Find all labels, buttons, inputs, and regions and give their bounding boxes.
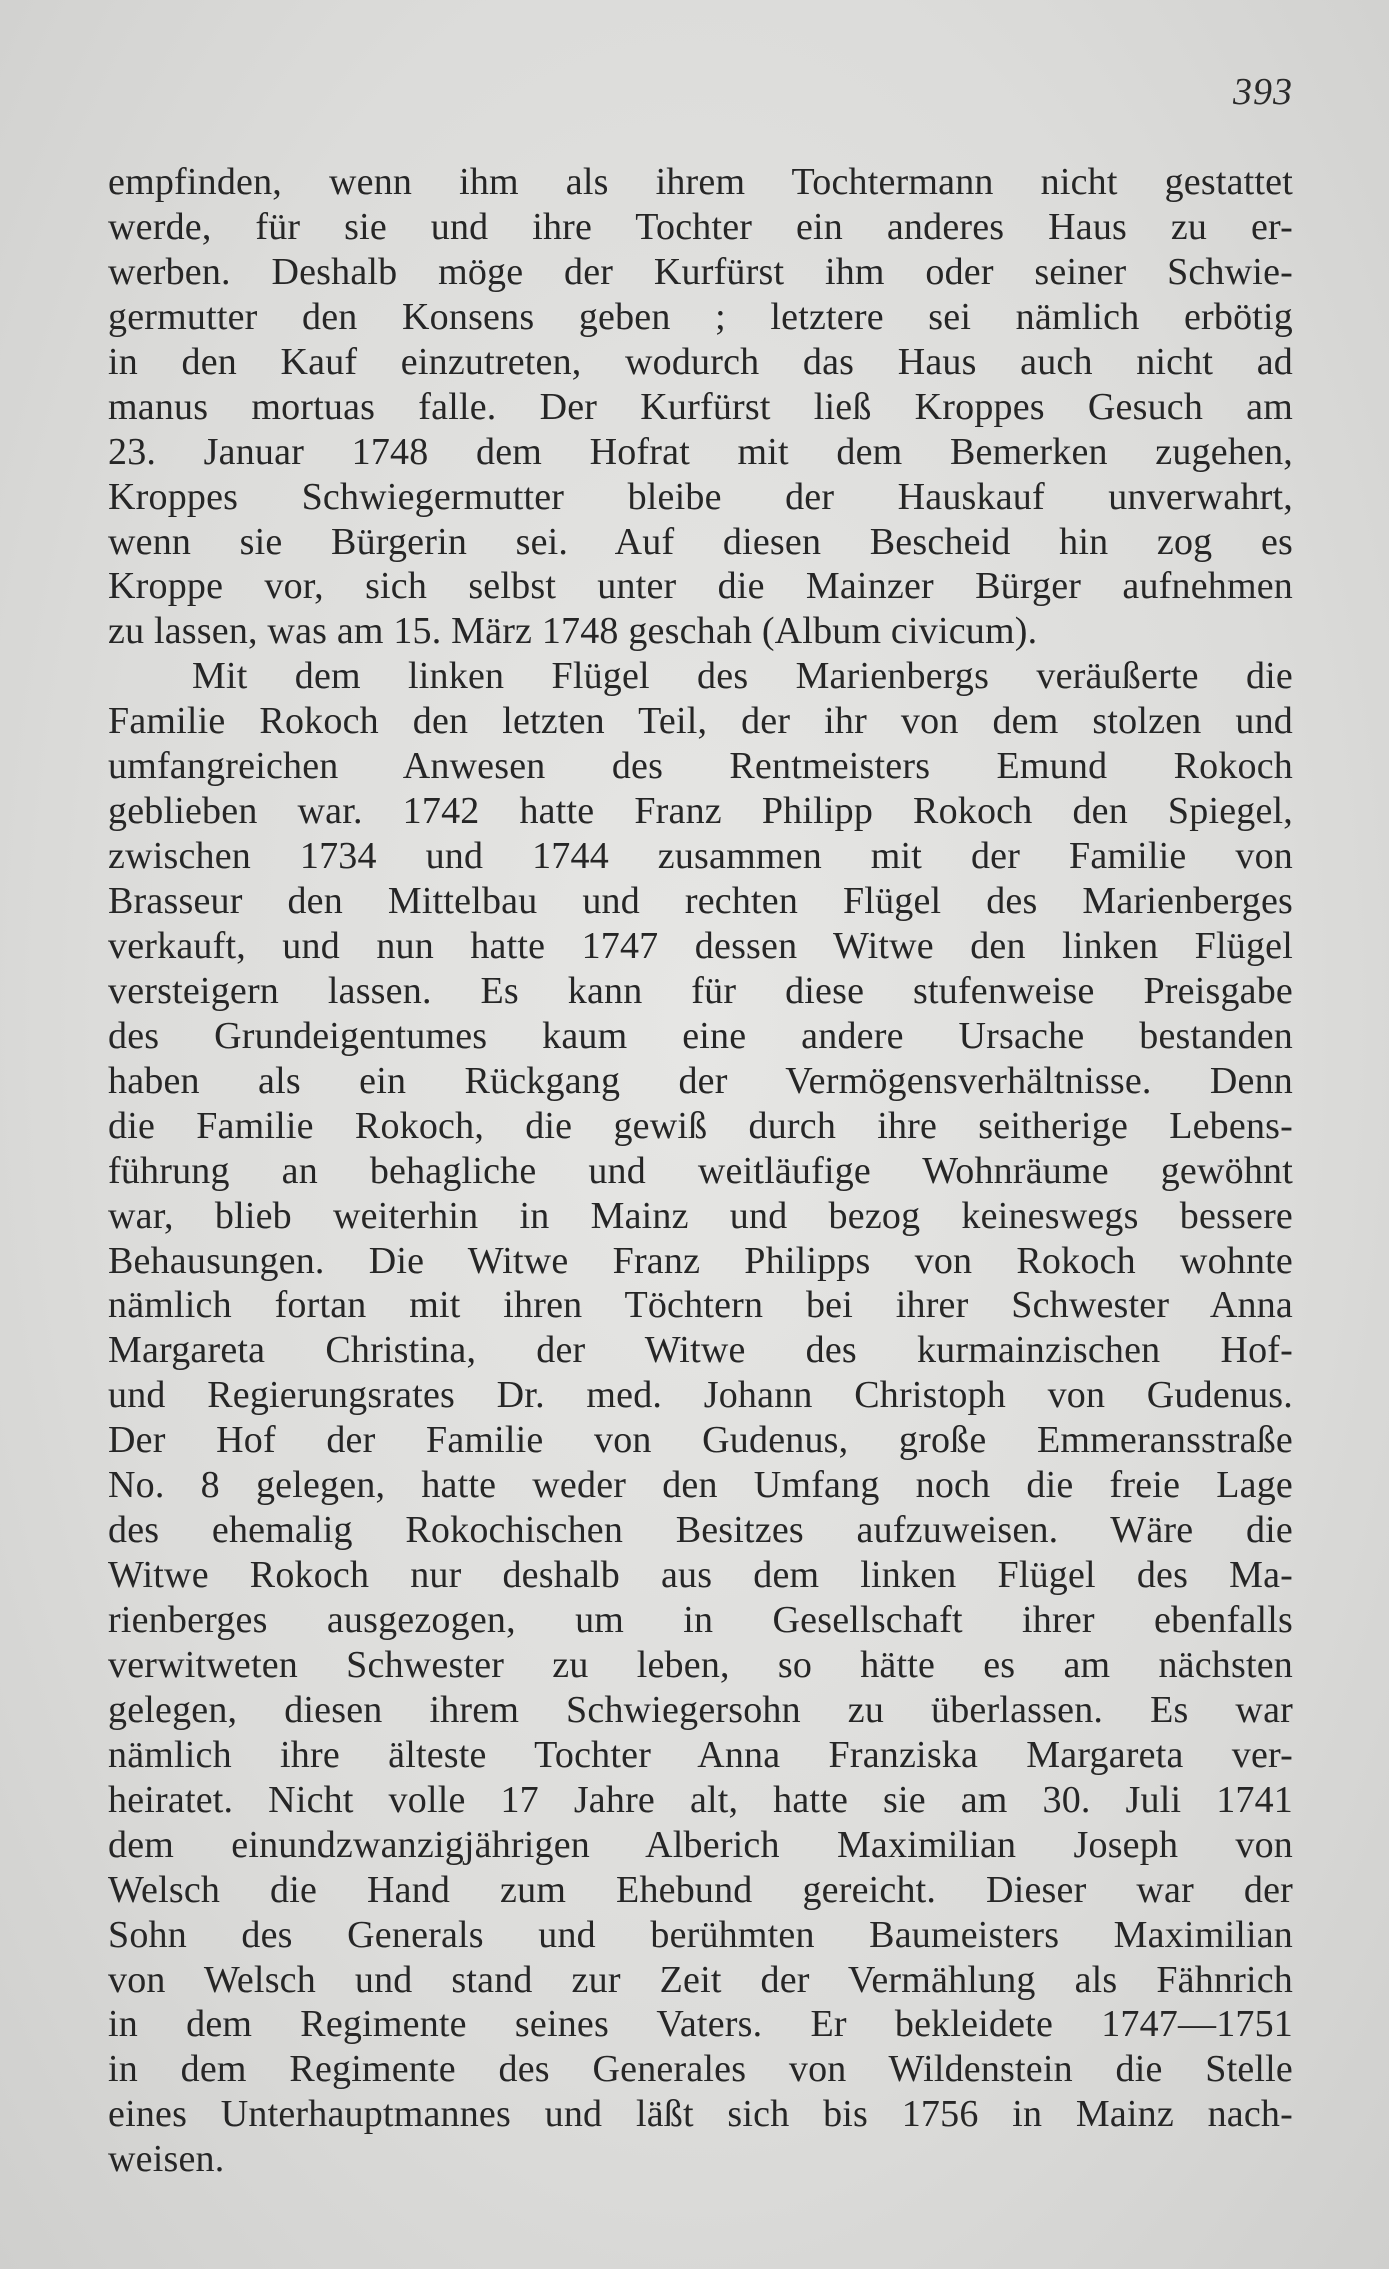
text-line: die Familie Rokoch, die gewiß durch ihre seitherige Lebens- [108,1104,1293,1147]
text-line: 23. Januar 1748 dem Hofrat mit dem Bemerken zugehen, [108,430,1293,473]
text-line: zwischen 1734 und 1744 zusammen mit der Familie von [108,835,1293,878]
text-line: Witwe Rokoch nur deshalb aus dem linken Flügel des Ma- [108,1554,1293,1597]
text-line: haben als ein Rückgang der Vermögensverhältnisse. Denn [108,1059,1293,1102]
text-line: Sohn des Generals und berühmten Baumeisters Maximilian [108,1913,1293,1956]
text-line: führung an behagliche und weitläufige Wohnräume gewöhnt [108,1149,1293,1192]
text-line: Brasseur den Mittelbau und rechten Flügel des Marienberges [108,880,1293,922]
text-line: in den Kauf einzutreten, wodurch das Haus auch nicht ad [108,340,1293,383]
text-line: heiratet. Nicht volle 17 Jahre alt, hatte sie am 30. Juli 1741 [108,1778,1293,1821]
text-line: umfangreichen Anwesen des Rentmeisters Emund Rokoch [108,745,1293,788]
text-line: Mit dem linken Flügel des Marienbergs veräußerte die [192,655,1293,698]
text-line: Behausungen. Die Witwe Franz Philipps von Rokoch wohnte [108,1239,1293,1282]
text-line: und Regierungsrates Dr. med. Johann Christoph von Gudenus. [108,1374,1293,1417]
text-line: Familie Rokoch den letzten Teil, der ihr von dem stolzen und [108,700,1293,743]
text-line: nämlich fortan mit ihren Töchtern bei ihrer Schwester Anna [108,1284,1293,1327]
text-line: war, blieb weiterhin in Mainz und bezog keineswegs bessere [108,1194,1293,1237]
text-line: des ehemalig Rokochischen Besitzes aufzuweisen. Wäre die [108,1509,1293,1552]
text-line: eines Unterhauptmannes und läßt sich bis 1756 in Mainz nach- [108,2093,1293,2136]
text-line: Welsch die Hand zum Ehebund gereicht. Dieser war der [108,1868,1293,1911]
text-line: geblieben war. 1742 hatte Franz Philipp Rokoch den Spiegel, [108,790,1293,833]
text-line: werde, für sie und ihre Tochter ein anderes Haus zu er- [108,205,1293,248]
text-line: verwitweten Schwester zu leben, so hätte es am nächsten [108,1643,1293,1686]
text-line: manus mortuas falle. Der Kurfürst ließ Kroppes Gesuch am [108,385,1293,428]
text-line: No. 8 gelegen, hatte weder den Umfang noch die freie Lage [108,1464,1293,1507]
text-line: von Welsch und stand zur Zeit der Vermählung als Fähnrich [108,1958,1293,2001]
text-line: nämlich ihre älteste Tochter Anna Franziska Margareta ver- [108,1733,1293,1776]
body-text [108,160,1293,2182]
text-line: versteigern lassen. Es kann für diese stufenweise Preisgabe [108,969,1293,1012]
text-line: empfinden, wenn ihm als ihrem Tochtermann nicht gestattet [108,161,1293,203]
text-line: Margareta Christina, der Witwe des kurmainzischen Hof- [108,1329,1293,1372]
text-line: werben. Deshalb möge der Kurfürst ihm oder seiner Schwie- [108,250,1293,293]
text-line: zu lassen, was am 15. März 1748 geschah (Album civicum). [108,610,1038,653]
text-line: Kroppes Schwiegermutter bleibe der Hauskauf unverwahrt, [108,475,1293,518]
text-line: in dem Regimente seines Vaters. Er bekleidete 1747—1751 [108,2003,1293,2046]
text-line: weisen. [108,2138,225,2181]
text-line: verkauft, und nun hatte 1747 dessen Witwe den linken Flügel [108,924,1293,967]
text-line: Der Hof der Familie von Gudenus, große Emmeransstraße [108,1419,1293,1462]
text-line: rienberges ausgezogen, um in Gesellschaft ihrer ebenfalls [108,1599,1293,1641]
text-line: gelegen, diesen ihrem Schwiegersohn zu überlassen. Es war [108,1688,1293,1731]
text-line: wenn sie Bürgerin sei. Auf diesen Bescheid hin zog es [108,520,1293,563]
text-line: des Grundeigentumes kaum eine andere Ursache bestanden [108,1014,1293,1057]
text-line: germutter den Konsens geben ; letztere sei nämlich erbötig [108,295,1293,338]
text-line: dem einundzwanzigjährigen Alberich Maximilian Joseph von [108,1823,1293,1866]
text-line: in dem Regimente des Generales von Wildenstein die Stelle [108,2048,1293,2091]
page-number: 393 [1233,71,1293,113]
text-line: Kroppe vor, sich selbst unter die Mainzer Bürger aufnehmen [108,565,1293,608]
